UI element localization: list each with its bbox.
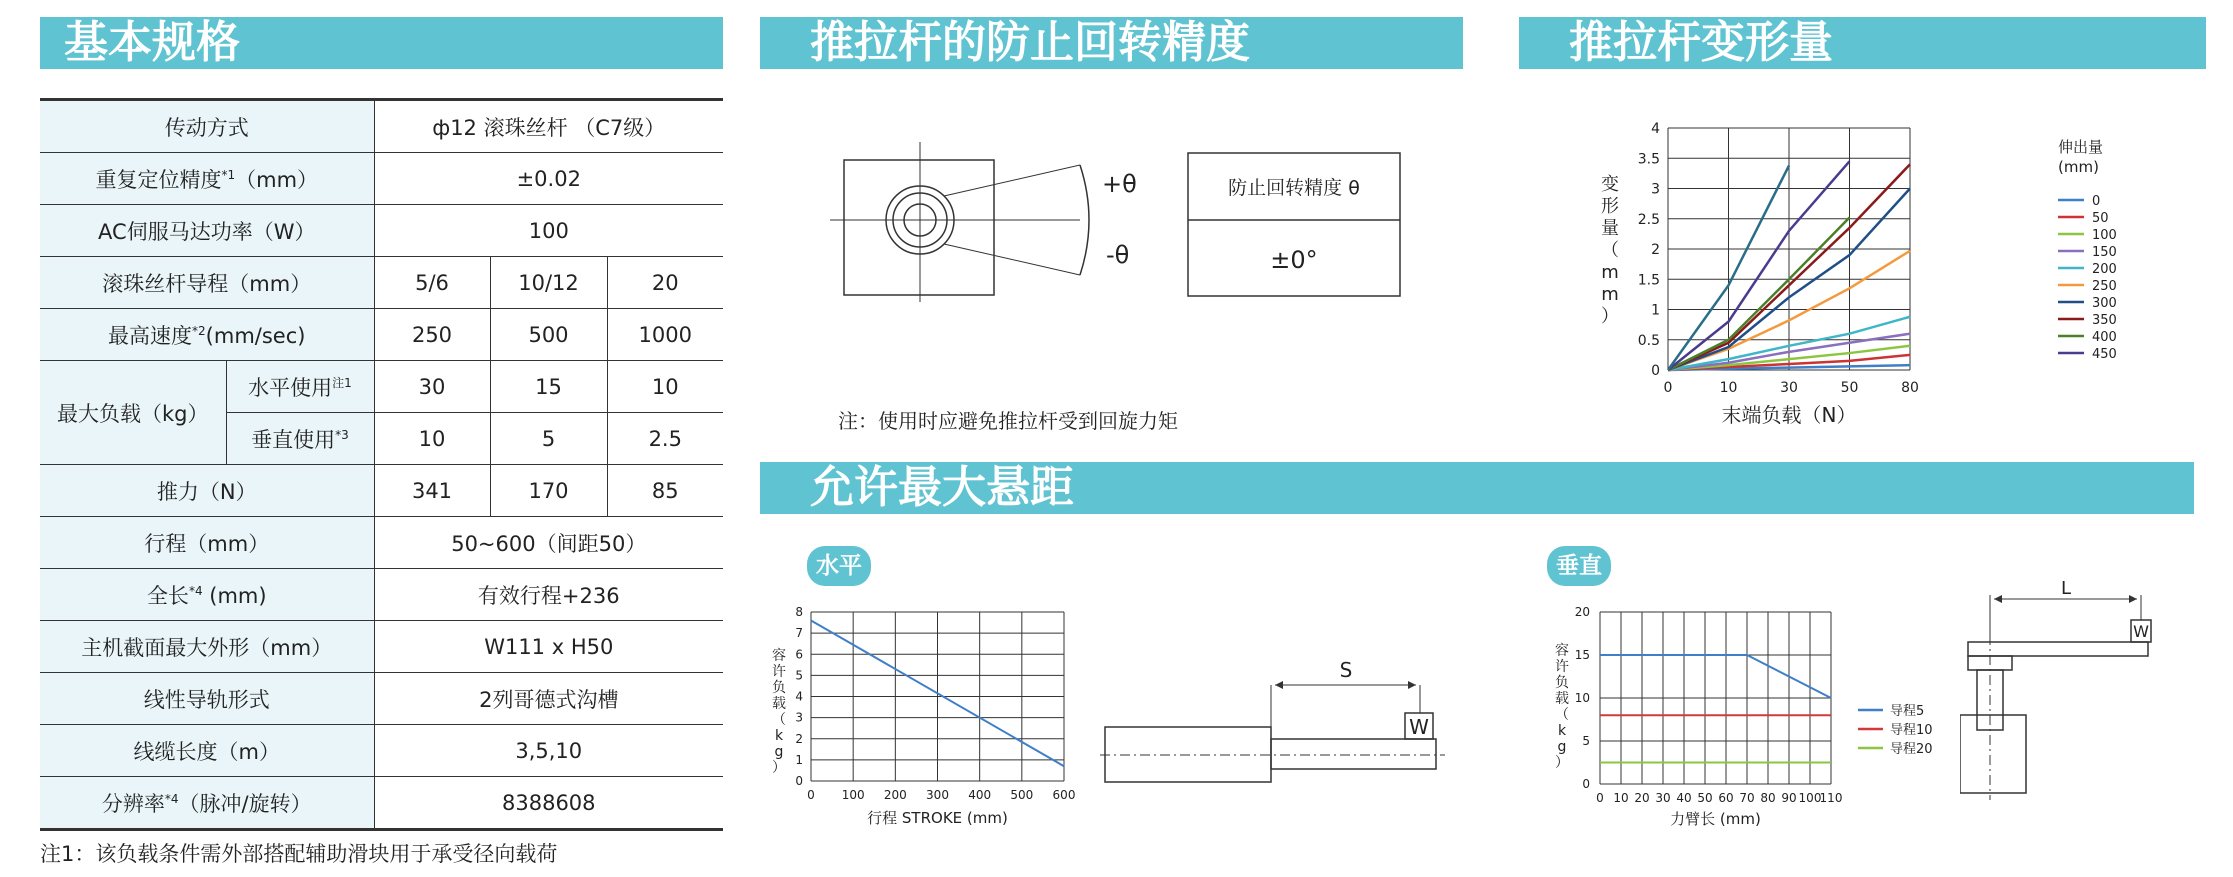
y-tick-label: 20 — [1574, 605, 1590, 619]
y-axis-label: k — [1557, 723, 1567, 739]
row-label: 主机截面最大外形（mm） — [40, 621, 374, 673]
row-sublabel: 水平使用$^{注1}$ — [226, 361, 374, 413]
y-tick-label: 5 — [1582, 734, 1590, 748]
y-tick-label: 1.5 — [1637, 272, 1660, 289]
weight-w-label: W — [1409, 715, 1429, 739]
y-axis-label: 变 — [1601, 174, 1619, 195]
y-axis-label: 许 — [1555, 659, 1569, 675]
y-axis-label: 载 — [772, 696, 786, 712]
table-row — [40, 673, 723, 725]
x-tick-label: 50 — [1840, 380, 1859, 396]
y-tick-label: 1 — [795, 752, 803, 767]
table-row — [40, 621, 723, 673]
minus-theta-label: -θ — [1106, 241, 1130, 269]
y-tick-label: 6 — [795, 647, 803, 662]
legend-title: 伸出量 — [2058, 138, 2104, 156]
y-axis-label: ） — [1601, 306, 1619, 327]
legend-label: 0 — [2092, 194, 2101, 209]
y-axis-label: 形 — [1601, 196, 1619, 217]
push-rod — [1271, 739, 1436, 769]
cell-value: 250 — [374, 309, 490, 361]
y-tick-label: 2 — [795, 731, 803, 746]
section-title-deformation: 推拉杆变形量 — [1519, 17, 2206, 69]
x-tick-label: 400 — [968, 788, 992, 802]
y-tick-label: 4 — [1651, 121, 1660, 137]
cell-value: 5 — [490, 413, 607, 465]
vertical-overhang-diagram — [1960, 575, 2200, 805]
y-tick-label: 7 — [795, 626, 803, 641]
table-row — [40, 725, 723, 777]
cell-value: 10 — [374, 413, 490, 465]
cell-value: 10/12 — [490, 257, 607, 309]
table-row — [40, 517, 723, 569]
y-tick-label: 1 — [1651, 302, 1660, 319]
row-sublabel: 垂直使用$^{*3}$ — [226, 413, 374, 465]
y-axis-label: g — [1557, 739, 1567, 755]
table-row — [40, 361, 723, 413]
table-row — [40, 569, 723, 621]
y-tick-label: 8 — [795, 605, 803, 619]
y-tick-label: 0 — [1651, 363, 1660, 379]
x-tick-label: 80 — [1901, 380, 1919, 396]
pill-vertical: 垂直 — [1547, 546, 1611, 586]
section-title-overhang: 允许最大悬距 — [760, 462, 2194, 514]
y-tick-label: 3 — [795, 710, 803, 725]
y-axis-label: g — [774, 744, 784, 760]
spec-table — [40, 98, 723, 831]
rotation-note: 注：使用时应避免推拉杆受到回旋力矩 — [838, 409, 1178, 433]
rotation-diagram — [830, 140, 1470, 320]
horizontal-overhang-chart — [762, 600, 1082, 832]
table-row — [40, 465, 723, 517]
legend-label: 100 — [2092, 228, 2117, 243]
y-axis-label: 容 — [772, 648, 786, 664]
row-label: 线性导轨形式 — [40, 673, 374, 725]
y-tick-label: 0.5 — [1637, 332, 1660, 349]
legend-label: 150 — [2092, 245, 2117, 260]
y-axis-label: 负 — [772, 680, 786, 696]
actuator-body-vertical — [1960, 715, 2026, 793]
row-value: 50~600（间距50） — [374, 517, 723, 569]
rod-end-view — [830, 142, 1089, 302]
y-tick-label: 0 — [1582, 777, 1590, 791]
x-axis-label: 末端负载（N） — [1721, 403, 1857, 427]
row-label: 滚珠丝杆导程（mm） — [40, 257, 374, 309]
y-axis-label: ） — [1555, 755, 1569, 771]
x-tick-label: 60 — [1718, 791, 1734, 805]
rotation-box-label: 防止回转精度 θ — [1228, 177, 1360, 199]
table-row — [40, 309, 723, 361]
x-tick-label: 40 — [1676, 791, 1692, 805]
x-tick-label: 0 — [807, 788, 815, 802]
y-axis-label: m — [1601, 284, 1619, 305]
x-tick-label: 10 — [1719, 380, 1738, 396]
cell-value: 170 — [490, 465, 607, 517]
row-label: 分辨率$^{*4}$（脉冲/旋转） — [40, 777, 374, 830]
y-tick-label: 2 — [1651, 242, 1660, 258]
y-axis-label: 负 — [1555, 675, 1569, 691]
cell-value: 15 — [490, 361, 607, 413]
x-tick-label: 100 — [1798, 791, 1822, 805]
horizontal-overhang-diagram — [1100, 655, 1460, 790]
y-axis-label: （ — [772, 712, 786, 728]
spec-footnote: 注1：该负载条件需外部搭配辅助滑块用于承受径向载荷 — [40, 842, 558, 866]
x-tick-label: 500 — [1010, 788, 1034, 802]
deformation-chart — [1580, 110, 2150, 445]
x-tick-label: 30 — [1655, 791, 1671, 805]
row-value: ±0.02 — [374, 153, 723, 205]
table-row — [40, 153, 723, 205]
legend-label: 300 — [2092, 296, 2117, 311]
table-row — [40, 257, 723, 309]
legend-label: 200 — [2092, 262, 2117, 277]
row-value: 2列哥德式沟槽 — [374, 673, 723, 725]
weight-w-label-vertical: W — [2133, 622, 2149, 641]
y-axis-label: k — [774, 728, 784, 744]
y-axis-label: （ — [1555, 707, 1569, 723]
row-value: W111 x H50 — [374, 621, 723, 673]
y-tick-label: 3 — [1651, 181, 1660, 198]
series-line — [1600, 655, 1831, 698]
x-tick-label: 100 — [841, 788, 865, 802]
cell-value: 1000 — [607, 309, 723, 361]
cell-value: 5/6 — [374, 257, 490, 309]
x-tick-label: 80 — [1760, 791, 1776, 805]
y-axis-label: 容 — [1555, 643, 1569, 659]
legend-label: 350 — [2092, 313, 2117, 328]
cell-value: 500 — [490, 309, 607, 361]
plus-theta-label: +θ — [1102, 170, 1137, 198]
x-axis-label: 力臂长 (mm) — [1670, 810, 1761, 828]
row-label: 重复定位精度$^{*1}$（mm） — [40, 153, 374, 205]
cell-value: 10 — [607, 361, 723, 413]
stroke-s-label: S — [1339, 658, 1353, 682]
row-label: 全长$^{*4}$ (mm) — [40, 569, 374, 621]
legend-label: 250 — [2092, 279, 2117, 294]
rotation-accuracy-box — [1188, 153, 1400, 296]
y-axis-label: （ — [1601, 240, 1619, 261]
row-label: AC伺服马达功率（W） — [40, 205, 374, 257]
y-axis-label: 载 — [1555, 691, 1569, 707]
legend-label: 导程5 — [1890, 704, 1925, 719]
x-tick-label: 30 — [1780, 380, 1798, 396]
row-value: 8388608 — [374, 777, 723, 830]
row-value: 100 — [374, 205, 723, 257]
vertical-overhang-chart — [1540, 600, 1940, 832]
y-axis-label: ） — [772, 760, 786, 776]
row-label: 最大负载（kg） — [40, 361, 226, 465]
rotation-box-value: ±0° — [1270, 246, 1318, 274]
arm-plate — [1968, 642, 2148, 656]
x-tick-label: 0 — [1596, 791, 1604, 805]
table-row — [40, 100, 723, 153]
y-tick-label: 2.5 — [1637, 211, 1660, 228]
cell-value: 20 — [607, 257, 723, 309]
pill-horizontal: 水平 — [807, 546, 871, 586]
table-row — [40, 777, 723, 830]
row-label: 传动方式 — [40, 100, 374, 153]
arm-l-label: L — [2060, 578, 2072, 599]
x-tick-label: 10 — [1613, 791, 1629, 805]
x-tick-label: 90 — [1781, 791, 1797, 805]
y-axis-label: 许 — [772, 664, 786, 680]
cell-value: 30 — [374, 361, 490, 413]
y-axis-label: m — [1601, 262, 1619, 283]
section-title-rotation: 推拉杆的防止回转精度 — [760, 17, 1463, 69]
legend-title: (mm) — [2058, 158, 2099, 176]
row-label: 行程（mm） — [40, 517, 374, 569]
legend-label: 导程20 — [1890, 742, 1933, 757]
legend-label: 导程10 — [1890, 723, 1933, 738]
legend-label: 400 — [2092, 330, 2117, 345]
y-tick-label: 5 — [795, 668, 803, 683]
x-tick-label: 600 — [1052, 788, 1076, 802]
x-tick-label: 300 — [926, 788, 949, 802]
cell-value: 341 — [374, 465, 490, 517]
row-value: ф12 滚珠丝杆 （C7级） — [374, 100, 723, 153]
table-row — [40, 205, 723, 257]
row-label: 线缆长度（m） — [40, 725, 374, 777]
section-title-basic: 基本规格 — [40, 17, 723, 69]
x-tick-label: 70 — [1739, 791, 1755, 805]
row-label: 推力（N） — [40, 465, 374, 517]
legend-label: 50 — [2092, 211, 2109, 226]
legend-label: 450 — [2092, 347, 2117, 362]
x-tick-label: 110 — [1819, 791, 1843, 805]
y-tick-label: 3.5 — [1637, 151, 1660, 168]
row-label: 最高速度$^{*2}$(mm/sec) — [40, 309, 374, 361]
x-axis-label: 行程 STROKE (mm) — [867, 809, 1008, 827]
y-tick-label: 15 — [1574, 648, 1590, 662]
x-tick-label: 200 — [883, 788, 907, 802]
cell-value: 85 — [607, 465, 723, 517]
cell-value: 2.5 — [607, 413, 723, 465]
x-tick-label: 0 — [1663, 380, 1673, 396]
x-tick-label: 50 — [1697, 791, 1713, 805]
y-tick-label: 4 — [795, 689, 803, 704]
row-value: 3,5,10 — [374, 725, 723, 777]
y-tick-label: 10 — [1574, 691, 1590, 705]
x-tick-label: 20 — [1634, 791, 1650, 805]
y-axis-label: 量 — [1601, 218, 1619, 239]
y-tick-label: 0 — [795, 774, 803, 788]
row-value: 有效行程+236 — [374, 569, 723, 621]
